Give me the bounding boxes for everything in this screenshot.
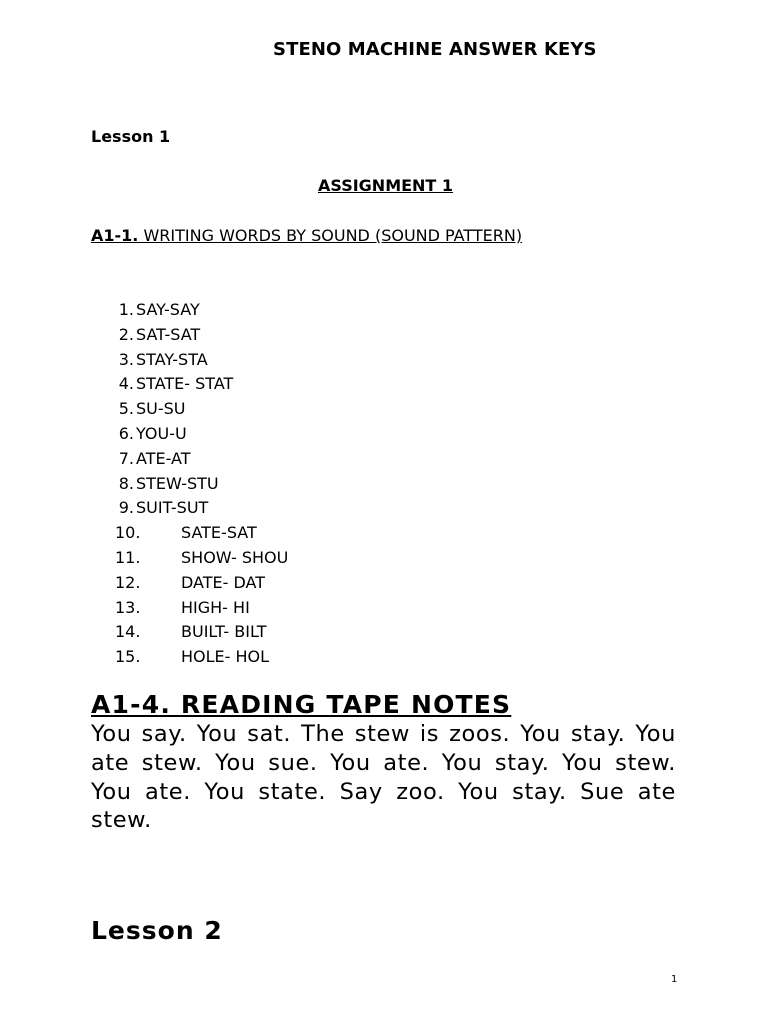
list-item	[91, 620, 288, 645]
list-item-number: 3.	[118, 349, 134, 369]
reading-tape-notes-heading: A1-4. READING TAPE NOTES	[91, 690, 512, 719]
page-number: 1	[671, 974, 678, 985]
list-item-number: 7.	[118, 448, 134, 468]
list-item-number: 11.	[115, 547, 141, 567]
list-item-number: 9.	[118, 498, 134, 518]
list-item-text: SUIT-SUT	[136, 498, 209, 518]
list-item-text: SAY-SAY	[136, 300, 200, 319]
list-item-number: 2.	[118, 324, 134, 344]
list-item-text: STEW-STU	[136, 473, 219, 493]
list-item-number: 12.	[115, 572, 141, 592]
list-item	[91, 348, 288, 373]
list-item-text: SU-SU	[136, 399, 186, 419]
reading-tape-notes-text: You say. You sat. The stew is zoos. You stay. You ate stew. You sue. You ate. You stay. You stew. You ate. You state. Say zoo. You stay. Sue ate stew.	[91, 721, 676, 834]
list-item-text: SAT-SAT	[136, 324, 201, 344]
list-item	[91, 298, 288, 323]
list-item-number: 5.	[118, 399, 134, 419]
list-item-number: 6.	[118, 423, 134, 443]
list-item-text: ATE-AT	[136, 448, 191, 468]
list-item	[91, 571, 288, 596]
list-item-number: 14.	[115, 622, 141, 642]
list-item-number: 8.	[118, 473, 134, 493]
list-item	[91, 397, 288, 422]
list-item-text: HIGH- HI	[181, 597, 250, 617]
assignment-heading: ASSIGNMENT 1	[318, 176, 454, 195]
list-item-number: 4.	[118, 374, 134, 394]
list-item-text: BUILT- BILT	[181, 622, 267, 642]
list-item	[91, 546, 288, 571]
section-a1-1-title: WRITING WORDS BY SOUND (SOUND PATTERN)	[138, 226, 523, 245]
lesson-2-heading: Lesson 2	[91, 916, 223, 945]
list-item	[91, 422, 288, 447]
list-item	[91, 372, 288, 397]
list-item-number: 1.	[118, 300, 134, 319]
list-item	[91, 447, 288, 472]
list-item-text: YOU-U	[136, 423, 187, 443]
list-item	[91, 472, 288, 497]
list-item-text: STATE- STAT	[136, 374, 234, 394]
word-list	[91, 298, 288, 670]
section-a1-1-heading	[91, 226, 522, 245]
list-item	[91, 521, 288, 546]
list-item-text: DATE- DAT	[181, 572, 265, 592]
list-item-text: HOLE- HOL	[181, 647, 270, 667]
list-item-text: STAY-STA	[136, 349, 208, 369]
page-title: STENO MACHINE ANSWER KEYS	[273, 39, 597, 60]
list-item-text: SHOW- SHOU	[181, 547, 289, 567]
list-item	[91, 645, 288, 670]
section-a1-1-code: A1-1.	[91, 226, 139, 245]
list-item-number: 13.	[115, 597, 141, 617]
list-item-number: 10.	[115, 523, 141, 543]
list-item-text: SATE-SAT	[181, 523, 257, 543]
list-item	[91, 596, 288, 621]
list-item-number: 15.	[115, 647, 141, 667]
lesson-1-heading: Lesson 1	[91, 127, 171, 146]
list-item	[91, 496, 288, 521]
list-item	[91, 323, 288, 348]
